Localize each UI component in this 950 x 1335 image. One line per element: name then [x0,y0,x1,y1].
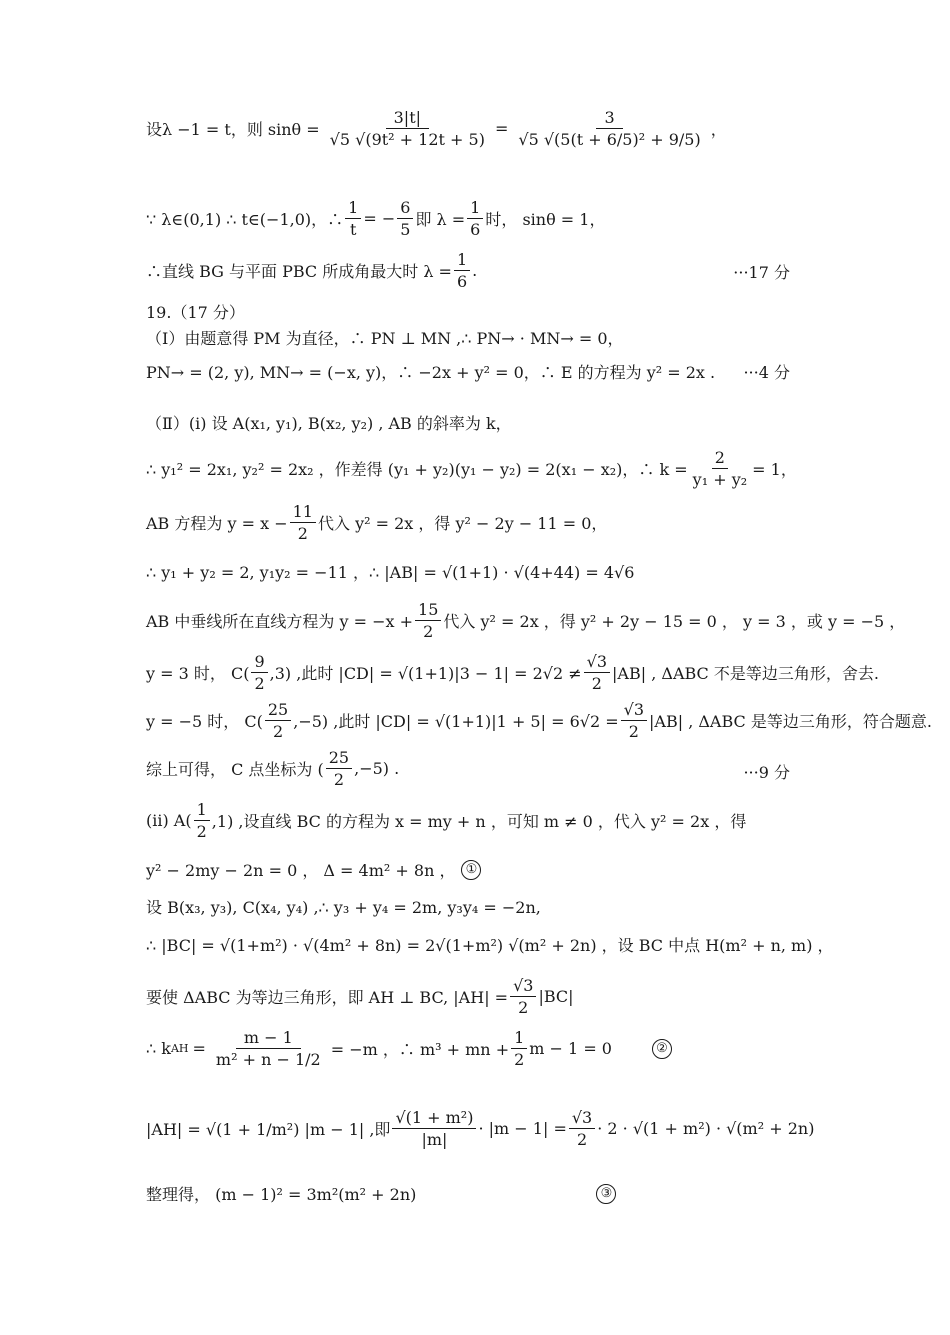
fraction [467,198,483,239]
text: ∴直线 BG 与平面 PBC 所成角最大时 λ = [146,262,452,282]
part-2-ii-line-3: 设 B(x₃, y₃), C(x₄, y₄) ,∴ y₃ + y₄ = 2m, y₃y₄ = −2n, [146,898,541,917]
numerator: √3 [584,652,610,673]
fraction [397,198,413,239]
fraction [265,700,291,741]
subscript: AH [170,1042,189,1056]
circled-number-2: ② [652,1039,672,1059]
formula-line-1 [146,108,727,149]
part-2-i-line-4: ∴ y₁ + y₂ = 2, y₁y₂ = −11 ，∴ |AB| = √(1+1) · √(4+44) = 4√6 [146,563,635,582]
text: |AB| , ΔABC 不是等边三角形，舍去. [612,664,879,684]
text: = 1， [752,460,797,480]
numerator: 11 [290,502,316,523]
text: ∴ y₁² = 2x₁, y₂² = 2x₂ ，作差得 (y₁ + y₂)(y₁ − y₂) = 2(x₁ − x₂)，∴ k = [146,460,688,480]
fraction [415,600,441,641]
numerator: 3|t| [386,108,429,129]
numerator: 25 [265,700,291,721]
fraction [510,976,536,1017]
denominator: 2 [591,674,602,694]
fraction [690,448,750,489]
text: 代入 y² = 2x ，得 y² − 2y − 11 = 0， [317,514,608,534]
numerator: 3 [596,108,622,129]
numerator: 9 [251,652,267,673]
part-2-i-line-1: （Ⅱ）(ⅰ) 设 A(x₁, y₁), B(x₂, y₂) , AB 的斜率为 k， [146,414,512,433]
fraction [290,502,316,543]
numerator: √3 [569,1108,595,1129]
numerator: 2 [712,448,728,469]
text: = [192,1039,206,1059]
part-2-i-conclusion [146,748,399,789]
text: ， [710,120,727,140]
part-2-ii-line-5 [146,976,574,1017]
fraction [510,108,708,149]
circled-number-3: ③ [596,1184,616,1204]
part-2-ii-line-4: ∴ |BC| = √(1+m²) · √(4m² + 8n) = 2√(1+m²) √(m² + 2n) ，设 BC 中点 H(m² + n, m) ， [146,936,834,955]
denominator: 5 [400,220,411,240]
denominator: 2 [423,622,434,642]
text: |BC| [538,987,574,1007]
text: ∴ k [146,1039,171,1059]
fraction [392,1108,476,1149]
text: m − 1 = 0 [529,1039,612,1059]
text: AB 中垂线所在直线方程为 y = −x + [146,612,414,632]
text: 整理得， (m − 1)² = 3m²(m² + 2n) [146,1185,417,1204]
part-2-ii-line-1 [146,800,746,841]
text: 设λ −1 = t，则 sinθ = [146,120,320,140]
numerator: 1 [511,1028,527,1049]
text: = −m ，∴ m³ + mn + [330,1040,510,1060]
denominator: 2 [297,524,308,544]
text: AB 方程为 y = x − [146,514,288,534]
numerator: 1 [454,250,470,271]
part-2-i-line-7 [146,700,932,741]
problem-19-heading: 19.（17 分） [146,303,245,322]
fraction [345,198,361,239]
denominator: 2 [514,1050,525,1070]
part-2-ii-line-6 [146,1028,672,1069]
denominator: 6 [456,272,468,292]
numerator: √3 [621,700,647,721]
fraction [584,652,610,693]
numerator: 15 [415,600,441,621]
part-2-i-line-2 [146,448,797,489]
text: y = 3 时， C( [146,664,250,684]
fraction [511,1028,527,1069]
fraction [194,800,210,841]
text: (ⅱ) A( [146,811,192,831]
fraction [569,1108,595,1149]
text: y² − 2my − 2n = 0 ， Δ = 4m² + 8n ， [146,861,456,880]
part-2-i-line-5 [146,600,905,641]
text: ,1) ,设直线 BC 的方程为 x = my + n ，可知 m ≠ 0 ，代入 y² = 2x ，得 [211,812,747,832]
score-9: ···9 分 [743,763,790,782]
text: 要使 ΔABC 为等边三角形，即 AH ⊥ BC, |AH| = [146,988,509,1008]
numerator: 1 [345,198,361,219]
fraction [322,108,493,149]
formula-line-2 [146,198,605,239]
denominator: 2 [196,822,207,842]
denominator: m² + n − 1/2 [215,1050,321,1070]
text: ∵ λ∈(0,1) ∴ t∈(−1,0)，∴ [146,210,344,230]
numerator: 6 [397,198,413,219]
numerator: 1 [467,198,483,219]
text: ,−5) ,此时 |CD| = √(1+1)|1 + 5| = 6√2 = [293,712,619,732]
part-2-i-line-6 [146,652,879,693]
denominator: 2 [576,1130,588,1150]
fraction [621,700,647,741]
denominator: √5 √(9t² + 12t + 5) [329,130,485,150]
part-2-ii-line-8 [146,1182,616,1205]
denominator: y₁ + y₂ [692,470,748,490]
text: y = −5 时， C( [146,712,263,732]
text: 代入 y² = 2x ，得 y² + 2y − 15 = 0 ， y = 3 ，或 y = −5 ， [443,612,906,632]
text: · 2 · √(1 + m²) · √(m² + 2n) [597,1119,815,1139]
text: 时， sinθ = 1， [485,210,606,230]
text: = [494,119,509,139]
denominator: 2 [628,722,639,742]
part-2-ii-line-7 [146,1108,814,1149]
text: 综上可得， C 点坐标为 ( [146,760,324,780]
text: · |m − 1| = [478,1119,567,1139]
text: |AB| , ΔABC 是等边三角形，符合题意. [649,712,932,732]
part-1-line-1: （Ⅰ）由题意得 PM 为直径，∴ PN ⊥ MN ,∴ PN→ · MN→ = 0， [146,329,624,348]
numerator: 1 [194,800,210,821]
fraction [251,652,267,693]
denominator: 2 [272,722,284,742]
denominator: 6 [470,220,481,240]
fraction [454,250,470,291]
denominator: 2 [333,770,345,790]
circled-number-1: ① [461,860,481,880]
text: 即 λ = [415,210,466,230]
fraction [208,1028,329,1069]
text: ,−5) . [354,759,400,779]
numerator: √(1 + m²) [392,1108,476,1129]
numerator: 25 [326,748,352,769]
fraction [326,748,352,789]
part-1-line-2: PN→ = (2, y), MN→ = (−x, y)，∴ −2x + y² = 0，∴ E 的方程为 y² = 2x . [146,363,716,382]
text: = − [363,209,396,229]
formula-line-3 [146,250,477,291]
text: ,3) ,此时 |CD| = √(1+1)|3 − 1| = 2√2 ≠ [269,664,582,684]
denominator: 2 [254,674,265,694]
denominator: t [350,220,357,240]
numerator: m − 1 [236,1028,301,1049]
denominator: |m| [421,1130,448,1150]
score-4: ···4 分 [743,363,790,382]
score-17: ···17 分 [733,263,790,282]
part-2-i-line-3 [146,502,607,543]
part-2-ii-line-2 [146,858,481,881]
numerator: √3 [510,976,536,997]
denominator: √5 √(5(t + 6/5)² + 9/5) [518,130,701,150]
text: . [472,261,478,281]
text: |AH| = √(1 + 1/m²) |m − 1| ,即 [146,1120,391,1140]
denominator: 2 [518,998,529,1018]
